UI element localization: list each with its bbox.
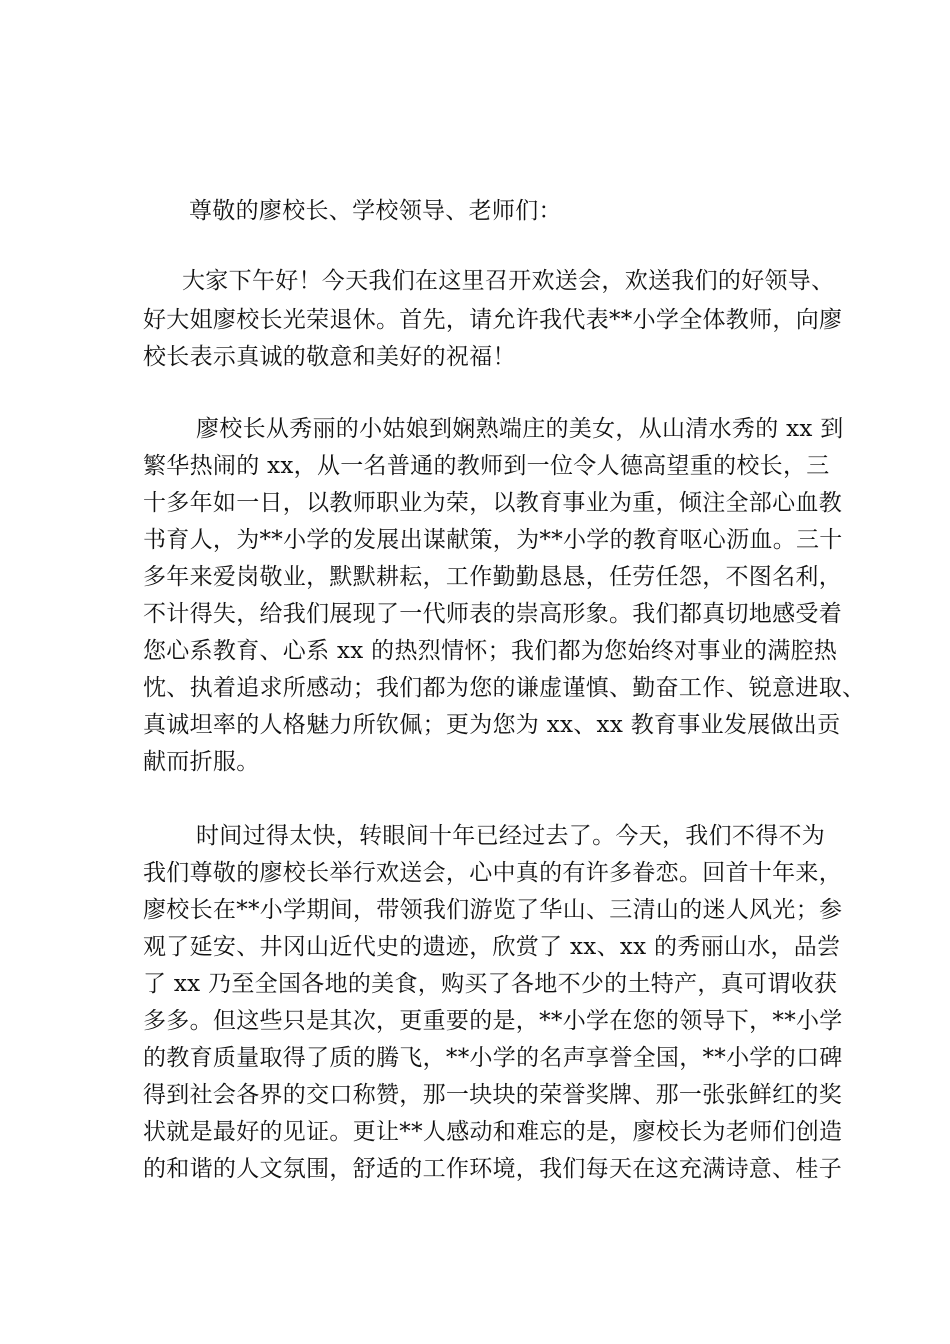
paragraph-1-line-3: 校长表示真诚的敬意和美好的祝福！ (143, 344, 516, 370)
paragraph-2-line-7: 您心系教育、心系 xx 的热烈情怀；我们都为您始终对事业的满腔热 (143, 638, 838, 664)
paragraph-3-line-3: 廖校长在**小学期间，带领我们游览了华山、三清山的迷人风光；参 (143, 897, 843, 923)
paragraph-3-line-6: 多多。但这些只是其次，更重要的是，**小学在您的领导下，**小学 (143, 1008, 843, 1034)
paragraph-2-line-5: 多年来爱岗敬业，默默耕耘，工作勤勤恳恳，任劳任怨，不图名利， (143, 564, 842, 590)
paragraph-3-line-9: 状就是最好的见证。更让**人感动和难忘的是，廖校长为老师们创造 (143, 1119, 843, 1145)
paragraph-3-line-5: 了 xx 乃至全国各地的美食，购买了各地不少的土特产，真可谓收获 (143, 971, 838, 997)
paragraph-1-line-2: 好大姐廖校长光荣退休。首先，请允许我代表**小学全体教师，向廖 (143, 307, 843, 333)
paragraph-2-line-8: 忱、执着追求所感动；我们都为您的谦虚谨慎、勤奋工作、锐意进取、 (143, 675, 866, 701)
paragraph-3-line-2: 我们尊敬的廖校长举行欢送会，心中真的有许多眷恋。回首十年来， (143, 860, 842, 886)
paragraph-2-line-9: 真诚坦率的人格魅力所钦佩；更为您为 xx、xx 教育事业发展做出贡 (143, 712, 841, 738)
paragraph-3-line-4: 观了延安、井冈山近代史的遗迹，欣赏了 xx、xx 的秀丽山水，品尝 (143, 934, 841, 960)
paragraph-3-line-1: 时间过得太快，转眼间十年已经过去了。今天，我们不得不为 (196, 823, 826, 849)
paragraph-2-line-10: 献而折服。 (143, 749, 260, 775)
paragraph-2-line-1: 廖校长从秀丽的小姑娘到娴熟端庄的美女，从山清水秀的 xx 到 (196, 416, 844, 442)
salutation: 尊敬的廖校长、学校领导、老师们： (189, 198, 562, 224)
paragraph-3-line-7: 的教育质量取得了质的腾飞，**小学的名声享誉全国，**小学的口碑 (143, 1045, 843, 1071)
paragraph-3-line-8: 得到社会各界的交口称赞，那一块块的荣誉奖牌、那一张张鲜红的奖 (143, 1082, 842, 1108)
paragraph-1-line-1: 大家下午好！今天我们在这里召开欢送会，欢送我们的好领导、 (182, 268, 835, 294)
paragraph-2-line-3: 十多年如一日，以教师职业为荣，以教育事业为重，倾注全部心血教 (143, 490, 842, 516)
paragraph-2-line-4: 书育人，为**小学的发展出谋献策，为**小学的教育呕心沥血。三十 (143, 527, 843, 553)
paragraph-2-line-2: 繁华热闹的 xx，从一名普通的教师到一位令人德高望重的校长，三 (143, 453, 830, 479)
paragraph-2-line-6: 不计得失，给我们展现了一代师表的崇高形象。我们都真切地感受着 (143, 601, 842, 627)
paragraph-3-line-10: 的和谐的人文氛围，舒适的工作环境，我们每天在这充满诗意、桂子 (143, 1156, 842, 1182)
